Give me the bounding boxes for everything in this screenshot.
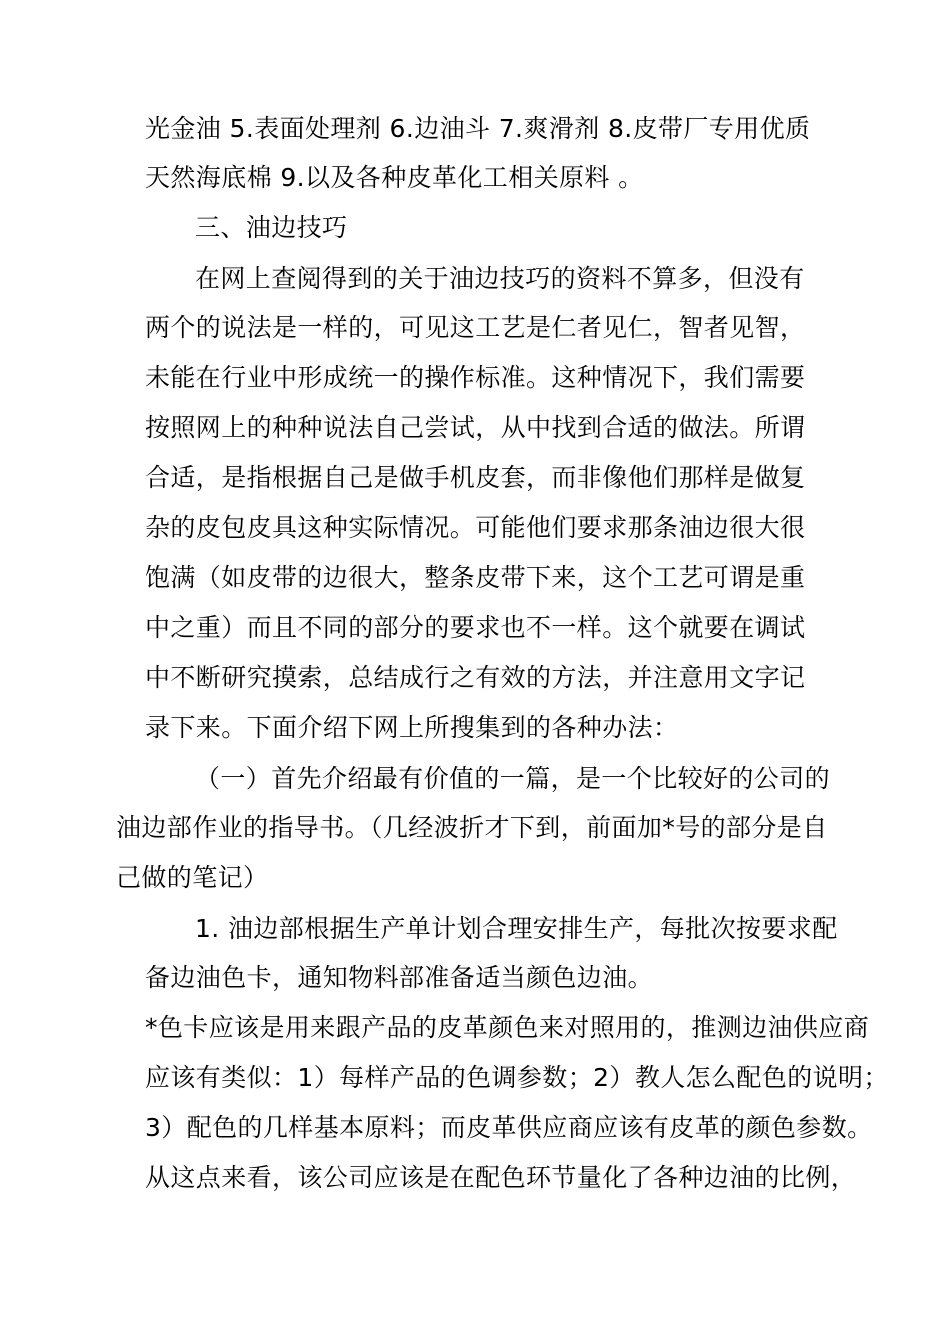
subsection-line-2: 油边部作业的指导书。（几经波折才下到，前面加*号的部分是自 (116, 813, 828, 842)
text-line-12: 中不断研究摸索，总结成行之有效的方法，并注意用文字记 (145, 663, 806, 692)
text-line-7: 按照网上的种种说法自己尝试，从中找到合适的做法。所谓 (145, 413, 806, 442)
note-line-3: 3）配色的几样基本原料；而皮革供应商应该有皮革的颜色参数。 (145, 1113, 873, 1142)
text-line-10: 饱满（如皮带的边很大，整条皮带下来，这个工艺可谓是重 (145, 563, 806, 592)
list-item-1-line-2: 备边油色卡，通知物料部准备适当颜色边油。 (145, 963, 654, 992)
text-line-8: 合适，是指根据自己是做手机皮套，而非像他们那样是做复 (145, 463, 806, 492)
text-line-13: 录下来。下面介绍下网上所搜集到的各种办法： (145, 713, 679, 742)
text-line-4: 在网上查阅得到的关于油边技巧的资料不算多，但没有 (195, 264, 805, 293)
list-item-1-line-1: 1. 油边部根据生产单计划合理安排生产，每批次按要求配 (195, 914, 838, 943)
subsection-line-3: 己做的笔记） (116, 863, 269, 892)
note-line-4: 从这点来看，该公司应该是在配色环节量化了各种边油的比例， (145, 1163, 857, 1192)
text-line-5: 两个的说法是一样的，可见这工艺是仁者见仁，智者见智， (145, 313, 806, 342)
note-line-1: *色卡应该是用来跟产品的皮革颜色来对照用的，推测边油供应商 (145, 1013, 870, 1042)
text-line-9: 杂的皮包皮具这种实际情况。可能他们要求那条油边很大很 (145, 513, 806, 542)
text-line-2: 天然海底棉 9.以及各种皮革化工相关原料 。 (145, 163, 644, 192)
text-line-11: 中之重）而且不同的部分的要求也不一样。这个就要在调试 (145, 613, 806, 642)
note-line-2: 应该有类似：1）每样产品的色调参数；2）教人怎么配色的说明； (145, 1063, 889, 1092)
text-line-6: 未能在行业中形成统一的操作标准。这种情况下，我们需要 (145, 363, 806, 392)
subsection-line-1: （一）首先介绍最有价值的一篇，是一个比较好的公司的 (195, 764, 831, 793)
text-line-1: 光金油 5.表面处理剂 6.边油斗 7.爽滑剂 8.皮带厂专用优质 (145, 114, 811, 143)
section-heading: 三、油边技巧 (195, 213, 348, 242)
